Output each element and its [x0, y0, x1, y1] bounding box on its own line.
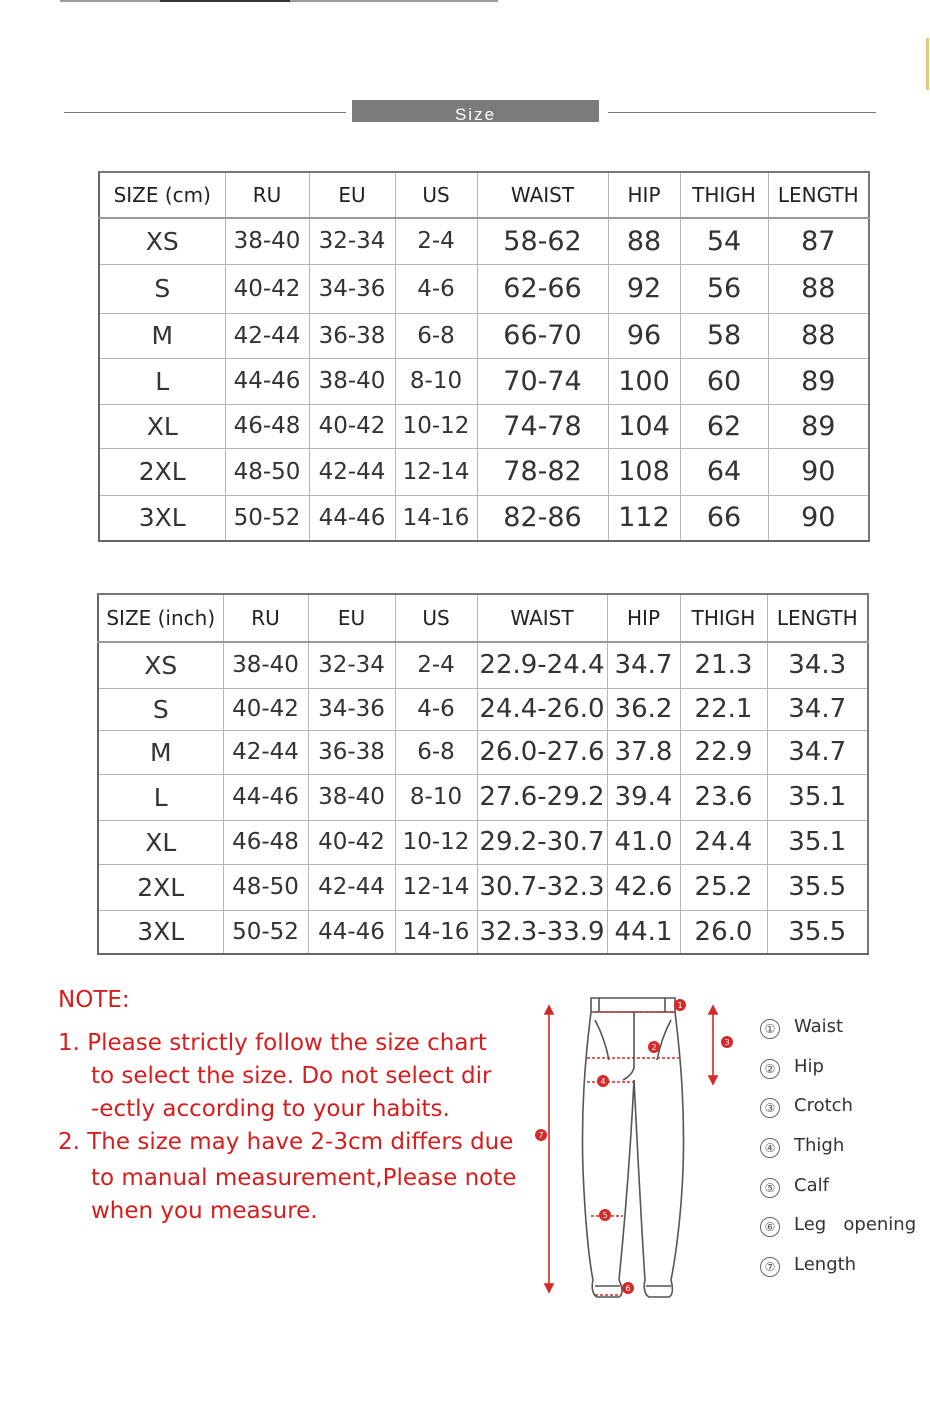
cell-us: 10-12 [395, 820, 477, 864]
cell-hip: 44.1 [607, 910, 680, 954]
cell-ru: 38-40 [223, 642, 308, 688]
cell-thigh: 56 [680, 264, 768, 313]
cell-length: 35.5 [767, 864, 868, 910]
legend-number: ① [760, 1019, 780, 1039]
cell-eu: 34-36 [309, 264, 395, 313]
cell-eu: 32-34 [309, 218, 395, 264]
right-edge-accent [926, 38, 929, 90]
legend-label: Crotch [794, 1095, 853, 1117]
table-row [99, 495, 869, 541]
cell-us: 14-16 [395, 910, 477, 954]
pants-outline-icon [582, 998, 683, 1297]
marker-1-label: 1 [677, 1001, 683, 1010]
table-row [98, 910, 868, 954]
table-row [98, 864, 868, 910]
marker-7-label: 7 [538, 1131, 544, 1140]
marker-5-label: 5 [602, 1211, 608, 1220]
cell-waist: 22.9-24.4 [477, 642, 607, 688]
col-header-hip: HIP [607, 594, 680, 642]
cell-waist: 66-70 [477, 313, 608, 358]
legend-number: ⑦ [760, 1257, 780, 1277]
cell-thigh: 22.1 [680, 688, 767, 730]
cell-ru: 40-42 [225, 264, 309, 313]
cell-length: 87 [768, 218, 869, 264]
legend-number: ⑤ [760, 1178, 780, 1198]
legend-number: ④ [760, 1138, 780, 1158]
col-header-ru: RU [225, 172, 309, 218]
size-table-inch [97, 593, 869, 955]
cell-eu: 42-44 [309, 448, 395, 495]
header-row [98, 594, 868, 642]
col-header-eu: EU [308, 594, 395, 642]
legend-label: Calf [794, 1174, 829, 1196]
legend-number: ③ [760, 1098, 780, 1118]
cell-thigh: 64 [680, 448, 768, 495]
table-row [98, 642, 868, 688]
col-header-waist: WAIST [477, 172, 608, 218]
cell-thigh: 60 [680, 358, 768, 404]
cell-hip: 41.0 [607, 820, 680, 864]
legend-item [760, 1254, 928, 1294]
cell-size: XS [99, 218, 225, 264]
cell-length: 88 [768, 313, 869, 358]
cell-waist: 62-66 [477, 264, 608, 313]
cell-thigh: 24.4 [680, 820, 767, 864]
size-note [58, 984, 528, 1228]
cell-hip: 96 [608, 313, 680, 358]
cell-length: 89 [768, 358, 869, 404]
cell-ru: 50-52 [223, 910, 308, 954]
cell-size: 2XL [99, 448, 225, 495]
cell-hip: 104 [608, 404, 680, 448]
cell-waist: 32.3-33.9 [477, 910, 607, 954]
cell-ru: 46-48 [225, 404, 309, 448]
cell-thigh: 54 [680, 218, 768, 264]
cell-hip: 100 [608, 358, 680, 404]
cell-size: XS [98, 642, 223, 688]
table-row [98, 774, 868, 820]
cell-size: M [99, 313, 225, 358]
cell-ru: 44-46 [223, 774, 308, 820]
note-item-2-line-3: when you measure. [91, 1198, 318, 1224]
cell-eu: 44-46 [309, 495, 395, 541]
cell-size: XL [99, 404, 225, 448]
cell-ru: 42-44 [223, 730, 308, 774]
cell-thigh: 26.0 [680, 910, 767, 954]
col-header-ru: RU [223, 594, 308, 642]
cell-ru: 46-48 [223, 820, 308, 864]
length-arrow-head-bottom [545, 1284, 553, 1292]
cell-waist: 26.0-27.6 [477, 730, 607, 774]
cell-waist: 78-82 [477, 448, 608, 495]
col-header-length: LENGTH [767, 594, 868, 642]
marker-6-label: 6 [625, 1284, 631, 1293]
cell-hip: 108 [608, 448, 680, 495]
cell-length: 89 [768, 404, 869, 448]
col-header-us: US [395, 594, 477, 642]
legend-label: Waist [794, 1016, 844, 1037]
marker-4-label: 4 [600, 1077, 606, 1086]
cell-eu: 44-46 [308, 910, 395, 954]
table-row [99, 264, 869, 313]
table-row [99, 404, 869, 448]
cell-ru: 48-50 [223, 864, 308, 910]
cell-us: 4-6 [395, 688, 477, 730]
cell-length: 90 [768, 448, 869, 495]
legend-item [760, 1135, 928, 1175]
note-item-1-line-2: to select the size. Do not select dir [91, 1063, 492, 1089]
cell-waist: 74-78 [477, 404, 608, 448]
cell-us: 12-14 [395, 864, 477, 910]
cell-thigh: 23.6 [680, 774, 767, 820]
legend-number: ② [760, 1059, 780, 1079]
col-header-length: LENGTH [768, 172, 869, 218]
legend-label: Leg opening [794, 1214, 917, 1236]
cell-ru: 50-52 [225, 495, 309, 541]
cell-eu: 36-38 [309, 313, 395, 358]
cell-eu: 36-38 [308, 730, 395, 774]
cell-ru: 44-46 [225, 358, 309, 404]
legend-label: Length [794, 1254, 857, 1276]
cell-eu: 34-36 [308, 688, 395, 730]
cell-us: 10-12 [395, 404, 477, 448]
marker-3-label: 3 [724, 1038, 730, 1047]
cell-us: 2-4 [395, 218, 477, 264]
col-header-us: US [395, 172, 477, 218]
cell-thigh: 62 [680, 404, 768, 448]
cell-length: 34.3 [767, 642, 868, 688]
table-row [99, 358, 869, 404]
cell-hip: 112 [608, 495, 680, 541]
cell-waist: 70-74 [477, 358, 608, 404]
col-header-thigh: THIGH [680, 172, 768, 218]
cell-us: 14-16 [395, 495, 477, 541]
legend-item [760, 1095, 928, 1135]
cell-size: L [99, 358, 225, 404]
note-item-1-line-1: 1. Please strictly follow the size chart [58, 1030, 487, 1056]
cell-us: 4-6 [395, 264, 477, 313]
table-row [99, 313, 869, 358]
cell-size: S [99, 264, 225, 313]
cell-length: 88 [768, 264, 869, 313]
legend-label: Thigh [794, 1135, 845, 1157]
cell-thigh: 58 [680, 313, 768, 358]
cell-us: 8-10 [395, 358, 477, 404]
cell-us: 12-14 [395, 448, 477, 495]
legend-item [760, 1175, 928, 1215]
col-header-thigh: THIGH [680, 594, 767, 642]
pants-measurement-diagram [535, 990, 735, 1310]
cell-size: 2XL [98, 864, 223, 910]
col-header-size: SIZE (cm) [99, 172, 225, 218]
cell-hip: 36.2 [607, 688, 680, 730]
cell-length: 35.1 [767, 820, 868, 864]
cell-ru: 42-44 [225, 313, 309, 358]
cell-size: S [98, 688, 223, 730]
legend-item [760, 1056, 928, 1096]
cell-size: 3XL [99, 495, 225, 541]
length-arrow-head-top [545, 1006, 553, 1014]
col-header-eu: EU [309, 172, 395, 218]
cell-eu: 40-42 [309, 404, 395, 448]
cell-size: 3XL [98, 910, 223, 954]
cell-length: 34.7 [767, 688, 868, 730]
cell-thigh: 21.3 [680, 642, 767, 688]
cell-us: 6-8 [395, 730, 477, 774]
cell-us: 2-4 [395, 642, 477, 688]
table-row [98, 730, 868, 774]
cell-eu: 32-34 [308, 642, 395, 688]
cell-ru: 48-50 [225, 448, 309, 495]
col-header-size: SIZE (inch) [98, 594, 223, 642]
cell-size: M [98, 730, 223, 774]
cell-size: L [98, 774, 223, 820]
size-table-cm [98, 171, 870, 542]
cell-waist: 24.4-26.0 [477, 688, 607, 730]
note-item-2-line-1: 2. The size may have 2-3cm differs due [58, 1129, 514, 1155]
note-item-2-line-2: to manual measurement,Please note [91, 1165, 517, 1191]
cell-hip: 39.4 [607, 774, 680, 820]
top-divider-line [60, 0, 498, 2]
header-row [99, 172, 869, 218]
marker-2-label: 2 [651, 1043, 657, 1052]
cell-waist: 58-62 [477, 218, 608, 264]
legend-item [760, 1016, 928, 1056]
cell-ru: 40-42 [223, 688, 308, 730]
cell-eu: 42-44 [308, 864, 395, 910]
cell-length: 90 [768, 495, 869, 541]
cell-ru: 38-40 [225, 218, 309, 264]
cell-eu: 38-40 [308, 774, 395, 820]
size-banner: Size [352, 100, 599, 122]
cell-eu: 38-40 [309, 358, 395, 404]
cell-us: 8-10 [395, 774, 477, 820]
header-rule-right [608, 112, 876, 113]
legend-label: Hip [794, 1055, 824, 1077]
cell-length: 35.5 [767, 910, 868, 954]
header-rule-left [64, 112, 346, 113]
table-row [99, 218, 869, 264]
legend-number: ⑥ [760, 1217, 780, 1237]
cell-waist: 29.2-30.7 [477, 820, 607, 864]
cell-thigh: 22.9 [680, 730, 767, 774]
cell-thigh: 25.2 [680, 864, 767, 910]
cell-waist: 30.7-32.3 [477, 864, 607, 910]
cell-size: XL [98, 820, 223, 864]
table-row [98, 820, 868, 864]
table-row [99, 448, 869, 495]
cell-hip: 92 [608, 264, 680, 313]
table-row [98, 688, 868, 730]
col-header-hip: HIP [608, 172, 680, 218]
cell-hip: 42.6 [607, 864, 680, 910]
note-title: NOTE: [58, 987, 130, 1013]
legend-item [760, 1214, 928, 1254]
col-header-waist: WAIST [477, 594, 607, 642]
cell-waist: 82-86 [477, 495, 608, 541]
measurement-legend [760, 1016, 928, 1294]
size-section-header [0, 98, 930, 124]
cell-length: 34.7 [767, 730, 868, 774]
cell-length: 35.1 [767, 774, 868, 820]
cell-hip: 88 [608, 218, 680, 264]
cell-waist: 27.6-29.2 [477, 774, 607, 820]
cell-hip: 34.7 [607, 642, 680, 688]
cell-us: 6-8 [395, 313, 477, 358]
cell-thigh: 66 [680, 495, 768, 541]
cell-eu: 40-42 [308, 820, 395, 864]
cell-hip: 37.8 [607, 730, 680, 774]
note-item-1-line-3: -ectly according to your habits. [91, 1096, 450, 1122]
